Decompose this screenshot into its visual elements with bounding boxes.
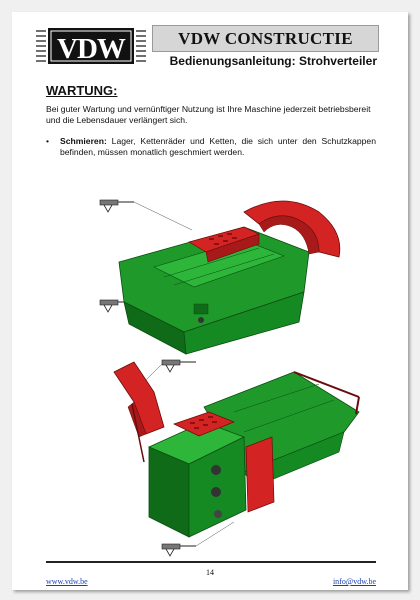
bullet-label: Schmieren:: [60, 136, 107, 146]
company-name: VDW CONSTRUCTIE: [178, 28, 353, 48]
svg-text:VDW: VDW: [57, 33, 125, 65]
machine-illustration-bottom: [94, 352, 374, 557]
bullet-description: Lager, Kettenräder und Ketten, die sich unter den Schutzkappen befinden, müssen monatlich geschmiert werden.: [60, 136, 376, 157]
grease-gun-icon: [162, 544, 196, 556]
website-link[interactable]: www.vdw.be: [46, 577, 88, 586]
machine-illustration-top: [94, 182, 374, 357]
grease-gun-icon: [162, 360, 196, 372]
document-title: Bedienungsanleitung: Strohverteiler: [169, 54, 377, 68]
document-page: [12, 12, 408, 590]
vdw-logo: [36, 26, 146, 66]
page-number: 14: [206, 568, 214, 577]
footer-divider: [46, 561, 376, 563]
section-heading: WARTUNG:: [46, 83, 118, 98]
bullet-item-lubrication: [46, 136, 376, 158]
bullet-body: [60, 136, 376, 158]
company-name-bar: [152, 25, 379, 52]
email-link[interactable]: info@vdw.be: [332, 577, 376, 586]
grease-gun-icon: [100, 200, 134, 212]
bullet-icon: •: [46, 136, 50, 146]
intro-paragraph: Bei guter Wartung und vernünftiger Nutzung ist Ihre Maschine jederzeit betriebsbereit und die Lebensdauer verlängert sich.: [46, 104, 371, 125]
